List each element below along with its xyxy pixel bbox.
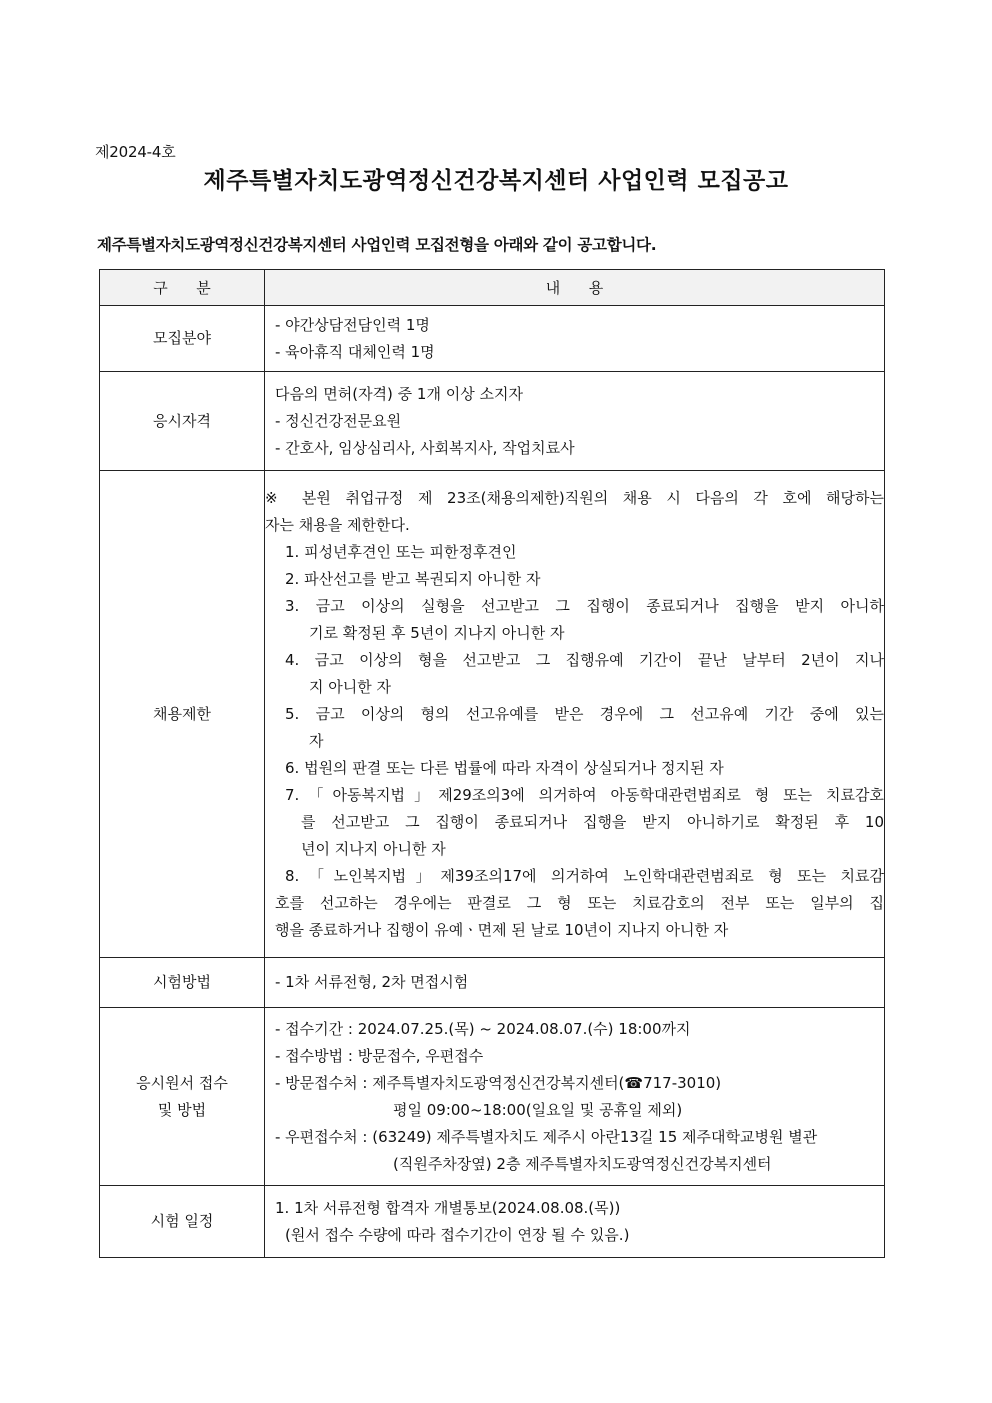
- restriction-item-8-cont-1: 호를 선고하는 경우에는 판결로 그 형 또는 치료감호의 전부 또는 일부의 집: [275, 893, 884, 912]
- restriction-note-2: 자는 채용을 제한한다.: [265, 515, 410, 534]
- qualification-line-3: - 간호사, 임상심리사, 사회복지사, 작업치료사: [275, 438, 575, 457]
- apply-visit-hours: 평일 09:00~18:00(일요일 및 공휴일 제외): [393, 1100, 683, 1119]
- exam-content: [265, 958, 885, 1008]
- field-line-2: - 육아휴직 대체인력 1명: [275, 342, 435, 361]
- restriction-item-3: 3. 금고 이상의 실형을 선고받고 그 집행이 종료되거나 집행을 받지 아니하: [285, 596, 884, 615]
- apply-visit: - 방문접수처 : 제주특별자치도광역정신건강복지센터(☎717-3010): [275, 1073, 722, 1092]
- schedule-line-1: 1. 1차 서류전형 합격자 개별통보(2024.08.08.(목)): [275, 1198, 621, 1217]
- restriction-item-8-cont-2: 행을 종료하거나 집행이 유예ㆍ면제 된 날로 10년이 지나지 아니한 자: [275, 920, 729, 939]
- schedule-line-2: (원서 접수 수량에 따라 접수기간이 연장 될 수 있음.): [285, 1225, 630, 1244]
- header-category: 구 분: [100, 270, 265, 306]
- apply-label-line-1: 응시원서 접수: [136, 1073, 228, 1092]
- restriction-content: [265, 471, 885, 958]
- apply-label: [100, 1008, 265, 1186]
- restriction-item-4-cont: 지 아니한 자: [309, 677, 391, 696]
- table-row: [100, 471, 885, 958]
- field-content: [265, 306, 885, 372]
- recruitment-table: [99, 269, 885, 1258]
- qualification-content: [265, 372, 885, 471]
- document-number: 제2024-4호: [95, 143, 176, 161]
- schedule-label: 시험 일정: [100, 1186, 265, 1258]
- restriction-label: 채용제한: [100, 471, 265, 958]
- restriction-item-5: 5. 금고 이상의 형의 선고유예를 받은 경우에 그 선고유예 기간 중에 있는: [285, 704, 884, 723]
- exam-label: 시험방법: [100, 958, 265, 1008]
- field-line-1: - 야간상담전담인력 1명: [275, 315, 430, 334]
- table-row: [100, 1186, 885, 1258]
- field-label: 모집분야: [100, 306, 265, 372]
- page-title: 제주특별자치도광역정신건강복지센터 사업인력 모집공고: [203, 168, 789, 194]
- qualification-line-2: - 정신건강전문요원: [275, 411, 402, 430]
- table-header-row: [100, 270, 885, 306]
- apply-mail: - 우편접수처 : (63249) 제주특별자치도 제주시 아란13길 15 제주대학교병원 별관: [275, 1127, 818, 1146]
- restriction-item-3-cont: 기로 확정된 후 5년이 지나지 아니한 자: [309, 623, 565, 642]
- restriction-item-6: 6. 법원의 판결 또는 다른 법률에 따라 자격이 상실되거나 정지된 자: [285, 758, 724, 777]
- qualification-label: 응시자격: [100, 372, 265, 471]
- restriction-item-1: 1. 피성년후견인 또는 피한정후견인: [285, 542, 517, 561]
- apply-content: [265, 1008, 885, 1186]
- restriction-item-5-cont: 자: [309, 731, 324, 750]
- restriction-note-1: ※ 본원 취업규정 제 23조(채용의제한)직원의 채용 시 다음의 각 호에 해당하는: [265, 488, 884, 507]
- table-row: [100, 372, 885, 471]
- restriction-item-7-cont-1: 를 선고받고 그 집행이 종료되거나 집행을 받지 아니하기로 확정된 후 10: [301, 812, 884, 831]
- restriction-item-2: 2. 파산선고를 받고 복권되지 아니한 자: [285, 569, 541, 588]
- restriction-item-8: 8.「노인복지법」제39조의17에 의거하여 노인학대관련범죄로 형 또는 치료감: [285, 866, 884, 885]
- apply-period: - 접수기간 : 2024.07.25.(목) ~ 2024.08.07.(수) 18:00까지: [275, 1019, 691, 1038]
- apply-method: - 접수방법 : 방문접수, 우편접수: [275, 1046, 484, 1065]
- restriction-item-4: 4. 금고 이상의 형을 선고받고 그 집행유예 기간이 끝난 날부터 2년이 지나: [285, 650, 884, 669]
- table-row: [100, 1008, 885, 1186]
- intro-text: 제주특별자치도광역정신건강복지센터 사업인력 모집전형을 아래와 같이 공고합니다.: [97, 236, 657, 254]
- schedule-content: [265, 1186, 885, 1258]
- apply-mail-cont: (직원주차장옆) 2층 제주특별자치도광역정신건강복지센터: [393, 1154, 772, 1173]
- header-content: 내 용: [265, 270, 885, 306]
- table-row: [100, 958, 885, 1008]
- restriction-item-7: 7.「아동복지법」제29조의3에 의거하여 아동학대관련범죄로 형 또는 치료감호: [285, 785, 884, 804]
- restriction-item-7-cont-2: 년이 지나지 아니한 자: [301, 839, 446, 858]
- exam-line: - 1차 서류전형, 2차 면접시험: [275, 973, 469, 991]
- apply-label-line-2: 및 방법: [157, 1100, 207, 1119]
- table-row: [100, 306, 885, 372]
- qualification-line-1: 다음의 면허(자격) 중 1개 이상 소지자: [275, 384, 523, 403]
